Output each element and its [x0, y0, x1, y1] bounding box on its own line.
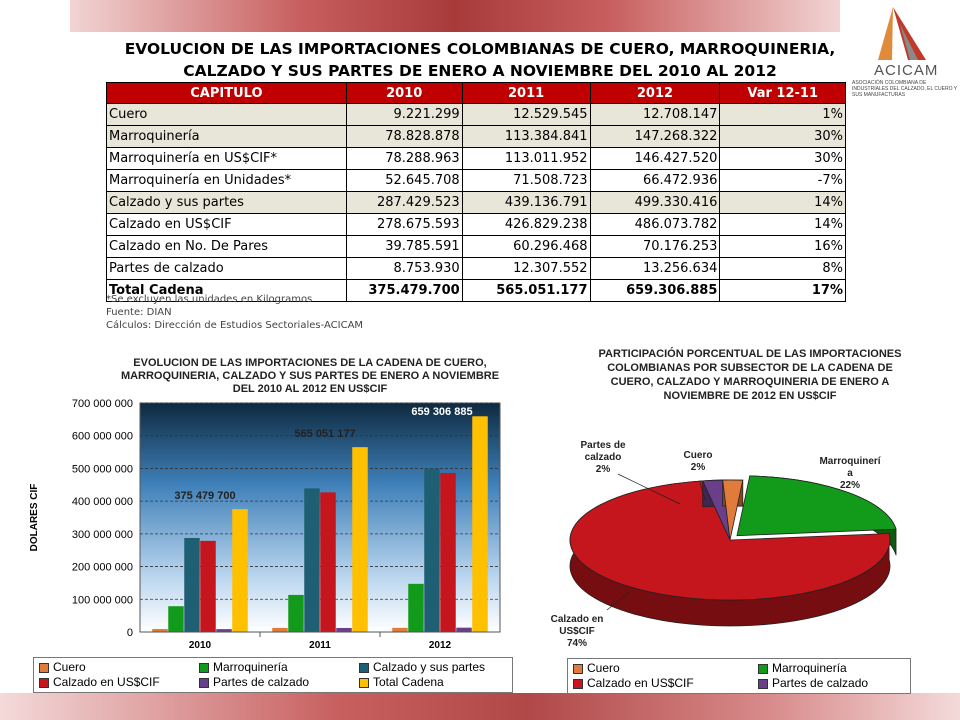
pie-data-label: Cuero: [683, 450, 713, 461]
bar: [168, 606, 184, 632]
value-cell: 12.708.147: [590, 104, 720, 126]
bar: [288, 595, 304, 632]
value-cell: 14%: [720, 214, 846, 236]
bar: [304, 488, 320, 632]
value-cell: 287.429.523: [346, 192, 462, 214]
note-units: *Se excluyen las unidades en Kilogramos: [106, 294, 313, 305]
table-notes: [106, 293, 363, 332]
top-decorative-bar: [70, 0, 840, 32]
y-tick-label: 100 000 000: [71, 594, 133, 607]
legend-item: [573, 676, 694, 691]
bar: [392, 628, 408, 632]
table-header-cell: 2012: [590, 83, 720, 104]
logo-subtitle: ASOCIACIÓN COLOMBIANA DE INDUSTRIALES DEL CALZADO, EL CUERO Y SUS MANUFACTURAS: [852, 80, 958, 98]
value-cell: 66.472.936: [590, 170, 720, 192]
value-cell: 52.645.708: [346, 170, 462, 192]
value-cell: 70.176.253: [590, 236, 720, 258]
legend-label: Partes de calzado: [772, 676, 869, 690]
value-cell: 12.529.545: [462, 104, 590, 126]
y-tick-label: 600 000 000: [71, 430, 133, 443]
legend-swatch: [199, 678, 209, 688]
table-body: [107, 104, 846, 302]
pie-chart-title: PARTICIPACIÓN PORCENTUAL DE LAS IMPORTACIONES COLOMBIANAS POR SUBSECTOR DE LA CADENA DE CUERO, CALZADO Y MARROQUINERIA DE ENERO A NOVIEMBRE DE 2012 EN US$CIF: [598, 348, 902, 402]
legend-item: [199, 660, 288, 675]
table-row: [107, 258, 846, 280]
legend-item: [39, 660, 86, 675]
value-cell: 147.268.322: [590, 126, 720, 148]
bar: [424, 469, 440, 632]
bar-chart-legend: [33, 657, 513, 693]
bar: [200, 541, 216, 632]
data-label: 565 051 177: [294, 428, 356, 441]
legend-swatch: [39, 663, 49, 673]
value-cell: 486.073.782: [590, 214, 720, 236]
table-header-cell: 2011: [462, 83, 590, 104]
pie-data-label: Calzado en: [550, 614, 604, 625]
pie-data-label: 74%: [566, 638, 588, 649]
row-label-cell: Calzado en No. De Pares: [107, 236, 347, 258]
data-label: 375 479 700: [174, 490, 236, 503]
table-row: [107, 148, 846, 170]
bar-chart-title: EVOLUCION DE LAS IMPORTACIONES DE LA CADENA DE CUERO, MARROQUINERIA, CALZADO Y SUS PARTES DE ENERO A NOVIEMBRE DEL 2010 AL 2012 EN US$CIF: [120, 357, 500, 395]
bottom-decorative-bar: [0, 693, 960, 720]
row-label-cell: Calzado y sus partes: [107, 192, 347, 214]
x-tick-label: 2012: [428, 640, 452, 651]
bar: [272, 628, 288, 632]
legend-label: Calzado y sus partes: [373, 660, 486, 674]
value-cell: 78.828.878: [346, 126, 462, 148]
legend-label: Calzado en US$CIF: [53, 675, 160, 689]
pie-data-label: 22%: [839, 480, 861, 491]
data-label: 659 306 885: [411, 406, 473, 418]
y-tick-label: 300 000 000: [71, 528, 133, 541]
value-cell: 30%: [720, 148, 846, 170]
value-cell: 16%: [720, 236, 846, 258]
pie-slice: [737, 476, 896, 536]
legend-item: [359, 660, 485, 675]
legend-swatch: [573, 664, 583, 674]
bar-chart: [20, 395, 515, 657]
legend-item: [573, 661, 620, 676]
note-calculations: Cálculos: Dirección de Estudios Sectoriales-ACICAM: [106, 320, 364, 331]
value-cell: 278.675.593: [346, 214, 462, 236]
pie-data-label: Marroquinerí: [819, 456, 881, 467]
y-tick-label: 400 000 000: [71, 496, 133, 509]
value-cell: 30%: [720, 126, 846, 148]
value-cell: 439.136.791: [462, 192, 590, 214]
row-label-cell: Calzado en US$CIF: [107, 214, 347, 236]
legend-label: Cuero: [53, 660, 86, 674]
value-cell: 39.785.591: [346, 236, 462, 258]
main-title-line-2: CALZADO Y SUS PARTES DE ENERO A NOVIEMBRE DEL 2010 AL 2012: [183, 62, 777, 80]
value-cell: 426.829.238: [462, 214, 590, 236]
row-label-cell: Partes de calzado: [107, 258, 347, 280]
table-row: [107, 126, 846, 148]
table-row: [107, 192, 846, 214]
value-cell: 17%: [720, 280, 846, 302]
value-cell: 1%: [720, 104, 846, 126]
value-cell: 9.221.299: [346, 104, 462, 126]
value-cell: -7%: [720, 170, 846, 192]
legend-item: [39, 675, 160, 690]
pie-data-label: calzado: [584, 452, 622, 463]
value-cell: 113.011.952: [462, 148, 590, 170]
value-cell: 8.753.930: [346, 258, 462, 280]
value-cell: 113.384.841: [462, 126, 590, 148]
bar: [184, 538, 200, 632]
row-label-cell: Marroquinería en Unidades*: [107, 170, 347, 192]
pie-chart: [545, 430, 915, 655]
table-header-cell: Var 12-11: [720, 83, 846, 104]
y-tick-label: 0: [126, 627, 133, 639]
table-row: [107, 236, 846, 258]
legend-item: [758, 661, 847, 676]
legend-swatch: [39, 678, 49, 688]
pie-data-label: US$CIF: [559, 626, 595, 637]
legend-swatch: [573, 679, 583, 689]
legend-label: Partes de calzado: [213, 675, 310, 689]
table-row: [107, 104, 846, 126]
legend-label: Cuero: [587, 661, 620, 675]
value-cell: 71.508.723: [462, 170, 590, 192]
pie-chart-legend: [567, 658, 911, 694]
legend-swatch: [359, 678, 369, 688]
pie-data-label: a: [847, 468, 853, 479]
value-cell: 146.427.520: [590, 148, 720, 170]
table-row: [107, 214, 846, 236]
legend-swatch: [758, 679, 768, 689]
main-title: [95, 38, 865, 82]
value-cell: 499.330.416: [590, 192, 720, 214]
table-header-row: [107, 83, 846, 104]
legend-swatch: [758, 664, 768, 674]
value-cell: 12.307.552: [462, 258, 590, 280]
value-cell: 659.306.885: [590, 280, 720, 302]
table-header-cell: CAPITULO: [107, 83, 347, 104]
legend-label: Marroquinería: [772, 661, 847, 675]
pie-data-label: 2%: [690, 462, 706, 473]
value-cell: 565.051.177: [462, 280, 590, 302]
row-label-cell: Marroquinería en US$CIF*: [107, 148, 347, 170]
bar: [440, 473, 456, 632]
x-tick-label: 2011: [309, 640, 331, 651]
pie-data-label: Partes de: [580, 440, 626, 451]
legend-swatch: [359, 663, 369, 673]
y-tick-label: 500 000 000: [71, 463, 133, 476]
logo-name: ACICAM: [874, 62, 939, 79]
bar: [320, 492, 336, 632]
legend-label: Calzado en US$CIF: [587, 676, 694, 690]
value-cell: 14%: [720, 192, 846, 214]
legend-item: [758, 676, 868, 691]
legend-label: Marroquinería: [213, 660, 288, 674]
bar: [352, 447, 368, 632]
y-axis-label: DOLARES CIF: [29, 483, 40, 552]
table-header-cell: 2010: [346, 83, 462, 104]
bar: [472, 416, 488, 632]
value-cell: 375.479.700: [346, 280, 462, 302]
y-tick-label: 700 000 000: [71, 398, 133, 410]
bar: [336, 628, 352, 632]
table-row: [107, 170, 846, 192]
row-label-cell: Marroquinería: [107, 126, 347, 148]
value-cell: 13.256.634: [590, 258, 720, 280]
pie-data-label: 2%: [595, 464, 611, 475]
legend-item: [199, 675, 309, 690]
note-source: Fuente: DIAN: [106, 307, 172, 318]
main-title-line-1: EVOLUCION DE LAS IMPORTACIONES COLOMBIANAS DE CUERO, MARROQUINERIA,: [124, 40, 836, 58]
row-label-cell: Total Cadena: [107, 280, 347, 302]
bar: [232, 509, 248, 632]
value-cell: 8%: [720, 258, 846, 280]
bar: [456, 628, 472, 632]
value-cell: 78.288.963: [346, 148, 462, 170]
bar: [408, 584, 424, 632]
legend-swatch: [199, 663, 209, 673]
legend-label: Total Cadena: [373, 675, 444, 689]
legend-item: [359, 675, 444, 690]
value-cell: 60.296.468: [462, 236, 590, 258]
x-tick-label: 2010: [188, 640, 212, 651]
y-tick-label: 200 000 000: [71, 561, 133, 574]
imports-table: [106, 82, 846, 302]
row-label-cell: Cuero: [107, 104, 347, 126]
